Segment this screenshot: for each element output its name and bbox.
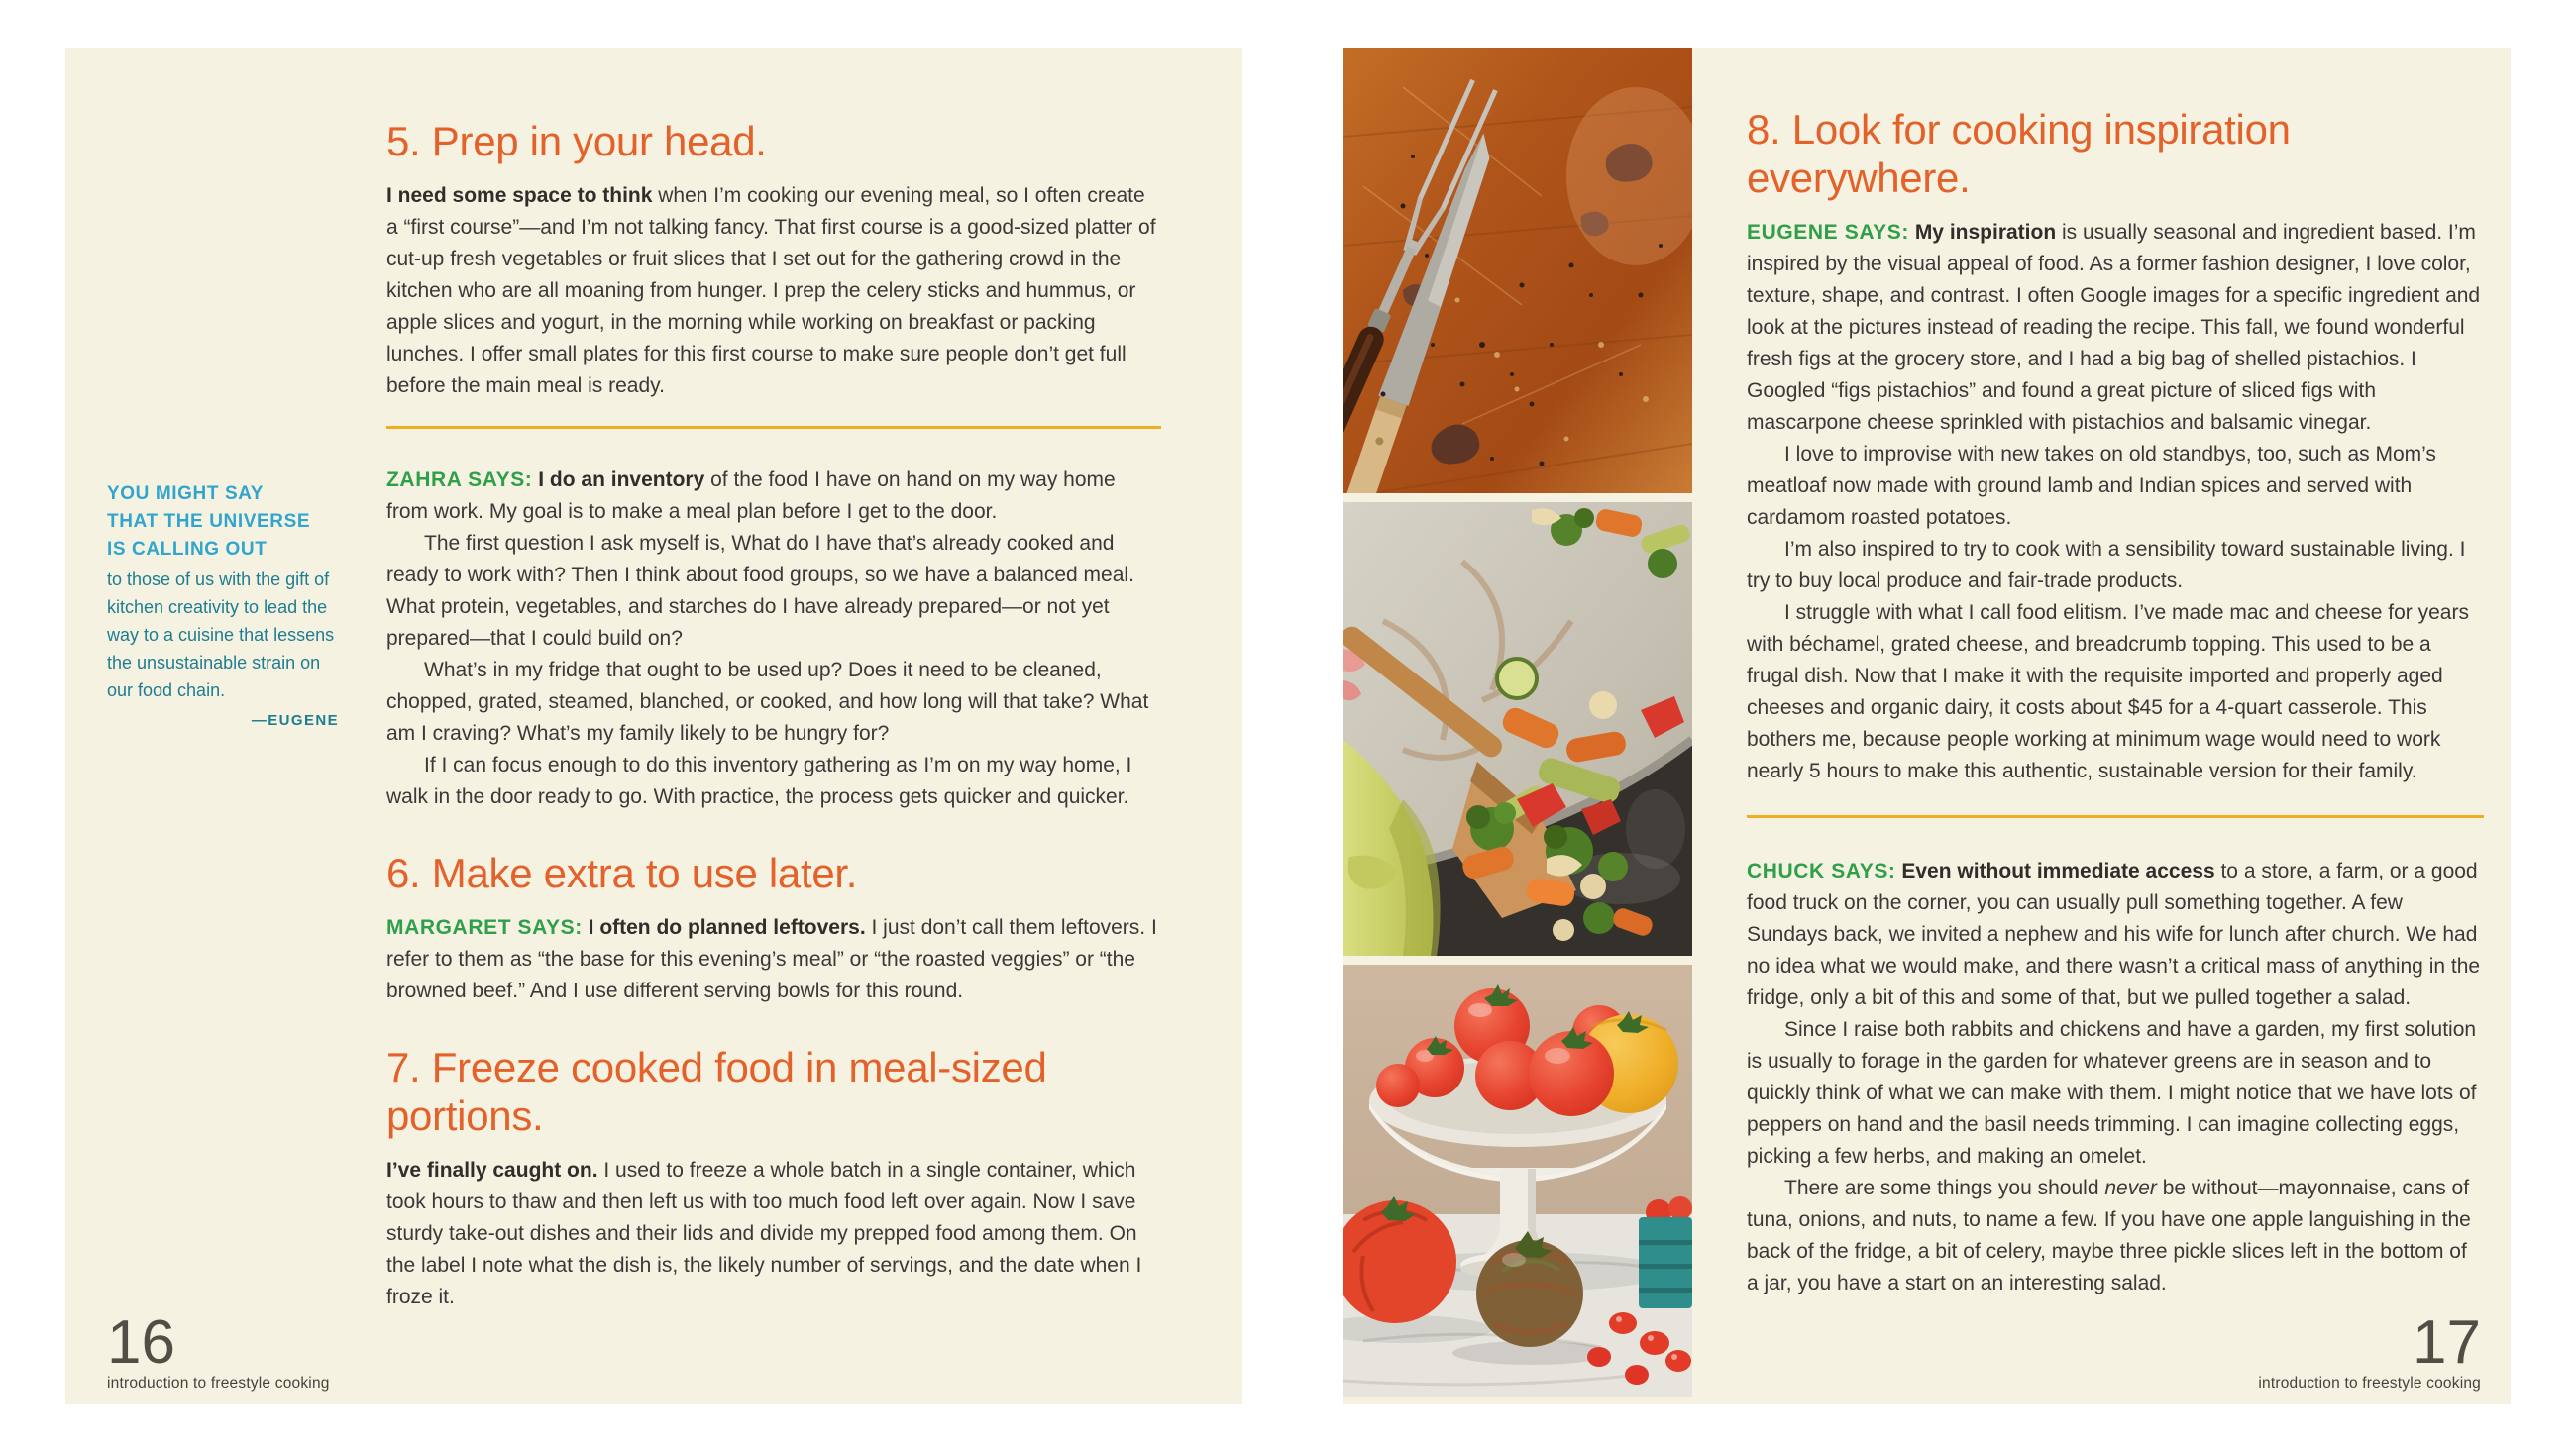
paragraph-italic: never xyxy=(2104,1177,2157,1199)
berry-basket xyxy=(1639,1196,1692,1308)
photo-carving-fork-and-knife xyxy=(1343,48,1692,493)
paragraph: Since I raise both rabbits and chickens and have a garden, my first solution is usually to forage in the garden for whatever greens are in season and to quickly think of what we can make with them. I might notice that we have lots of peppers on hand and the basil needs trimming. I can imagine collecting eggs, picking a few herbs, and making an omelet. xyxy=(1747,1018,2477,1168)
section-heading-8: 8. Look for cooking inspiration everywhere. xyxy=(1747,106,2291,201)
speaker-label: ZAHRA SAYS: xyxy=(386,468,533,491)
photo-heirloom-tomatoes xyxy=(1343,965,1692,1397)
paragraph xyxy=(386,180,1161,402)
photo-roasted-vegetables xyxy=(1343,502,1692,956)
speaker-label: MARGARET SAYS: xyxy=(386,916,583,939)
pull-quote-emphasis-line: THAT THE UNIVERSE xyxy=(107,511,311,532)
paragraph-text: is usually seasonal and ingredient based. I’m inspired by the visual appeal of food. As a former fashion designer, I love color, texture, shape, and contrast. I often Google images for a specific ingredient and look at the pictures instead of reading the recipe. This fall, we found wonderful fresh figs at the grocery store, and I had a big bag of shelled pistachios. I Googled “figs pistachios” and found a great picture of sliced figs with mascarpone cheese sprinkled with pistachios and balsamic vinegar. xyxy=(1747,221,2481,434)
pull-quote-attribution: —EUGENE xyxy=(251,712,339,729)
left-text-column xyxy=(386,48,1161,1313)
section-heading-6: 6. Make extra to use later. xyxy=(386,850,858,896)
paragraph-text: be without—mayonnaise, cans of tuna, onions, and nuts, to name a few. If you have one apple languishing in the back of the fridge, a bit of celery, maybe three pickle slices left in the bottom of a jar, you have a start on an interesting salad. xyxy=(1747,1177,2471,1294)
paragraph xyxy=(1747,856,2484,1014)
section-divider xyxy=(1747,815,2484,818)
paragraph: I struggle with what I call food elitism. I’ve made mac and cheese for years with béchamel, grated cheese, and breadcrumb topping. This used to be a frugal dish. Now that I make it with the requisite imported and properly aged cheeses and organic dairy, it costs about $45 for a 4-quart casserole. This bothers me, because people working at minimum wage would need to work nearly 5 hours to make this authentic, sustainable version for their family. xyxy=(1747,601,2469,782)
paragraph xyxy=(1747,1173,2484,1299)
section-heading-7: 7. Freeze cooked food in meal-sized portions. xyxy=(386,1044,1047,1139)
page-right xyxy=(1343,48,2511,1404)
paragraph: I love to improvise with new takes on old standbys, too, such as Mom’s meatloaf now made with ground lamb and Indian spices and served with cardamom roasted potatoes. xyxy=(1747,443,2436,529)
paragraph xyxy=(386,1155,1161,1313)
paragraph-lead: I do an inventory xyxy=(532,468,705,491)
paragraph-lead: I’ve finally caught on. xyxy=(386,1159,598,1182)
paragraph: If I can focus enough to do this inventory gathering as I’m on my way home, I walk in the door ready to go. With practice, the process gets quicker and quicker. xyxy=(386,754,1132,808)
page-number: 16 xyxy=(107,1308,175,1377)
paragraph-text: I just don’t call them leftovers. I refer to them as “the base for this evening’s meal” or “the roasted veggies” or “the browned beef.” And I use different serving bowls for this round. xyxy=(386,916,1157,1002)
page-number: 17 xyxy=(2413,1308,2481,1377)
right-text-column xyxy=(1747,48,2484,1299)
paragraph: The first question I ask myself is, What do I have that’s already cooked and ready to work with? Then I think about food groups, so we have a balanced meal. What protein, vegetables, and starches do I have already prepared—or not yet prepared—that I could build on? xyxy=(386,532,1134,650)
pull-quote xyxy=(107,480,355,729)
page-footer xyxy=(107,1308,330,1393)
paragraph-text: to a store, a farm, or a good food truck on the corner, you can usually pull something together. A few Sundays back, we invited a nephew and his wife for lunch after church. We had no idea what we would make, and there wasn’t a critical mass of anything in the fridge, only a bit of this and some of that, but we pulled together a salad. xyxy=(1747,860,2481,1009)
running-footer: introduction to freestyle cooking xyxy=(107,1375,330,1392)
paragraph: I’m also inspired to try to cook with a sensibility toward sustainable living. I try to buy local produce and fair-trade products. xyxy=(1747,538,2466,592)
paragraph-lead: I often do planned leftovers. xyxy=(582,916,866,939)
paragraph-lead: I need some space to think xyxy=(386,184,653,207)
speaker-label: CHUCK SAYS: xyxy=(1747,860,1896,882)
paragraph xyxy=(386,912,1161,1007)
paragraph xyxy=(1747,217,2484,439)
pull-quote-body: to those of us with the gift of kitchen creativity to lead the way to a cuisine that lessens the unsustainable strain on our food chain. xyxy=(107,569,335,700)
speaker-label: EUGENE SAYS: xyxy=(1747,221,1909,244)
paragraph xyxy=(386,465,1161,528)
page-left xyxy=(65,48,1242,1404)
section-divider xyxy=(386,426,1161,429)
paragraph-lead: My inspiration xyxy=(1908,221,2057,244)
paragraph-text: I used to freeze a whole batch in a single container, which took hours to thaw and then left us with too much food left over again. Now I save sturdy take-out dishes and their lids and divide my prepped food among them. On the label I note what the dish is, the likely number of servings, and the date when I froze it. xyxy=(386,1159,1142,1308)
running-footer: introduction to freestyle cooking xyxy=(2258,1375,2481,1392)
paragraph-lead: Even without immediate access xyxy=(1895,860,2215,882)
pull-quote-emphasis-line: IS CALLING OUT xyxy=(107,539,268,560)
paragraph-text: of the food I have on hand on my way home from work. My goal is to make a meal plan before I get to the door. xyxy=(386,468,1116,523)
paragraph-text: when I’m cooking our evening meal, so I often create a “first course”—and I’m not talking fancy. That first course is a good-sized platter of cut-up fresh vegetables or fruit slices that I set out for the gathering crowd in the kitchen who are all moaning from hunger. I prep the celery sticks and hummus, or apple slices and yogurt, in the morning while working on breakfast or packing lunches. I offer small plates for this first course to make sure people don’t get full before the main meal is ready. xyxy=(386,184,1156,397)
photo-column xyxy=(1343,48,1692,1397)
paragraph-text: There are some things you should xyxy=(1784,1177,2105,1199)
paragraph: What’s in my fridge that ought to be used up? Does it need to be cleaned, chopped, grated, steamed, blanched, or cooked, and how long will that take? What am I craving? What’s my family likely to be hungry for? xyxy=(386,659,1149,745)
pull-quote-emphasis-line: YOU MIGHT SAY xyxy=(107,483,265,504)
section-heading-5: 5. Prep in your head. xyxy=(386,118,767,164)
page-footer xyxy=(2258,1308,2481,1393)
